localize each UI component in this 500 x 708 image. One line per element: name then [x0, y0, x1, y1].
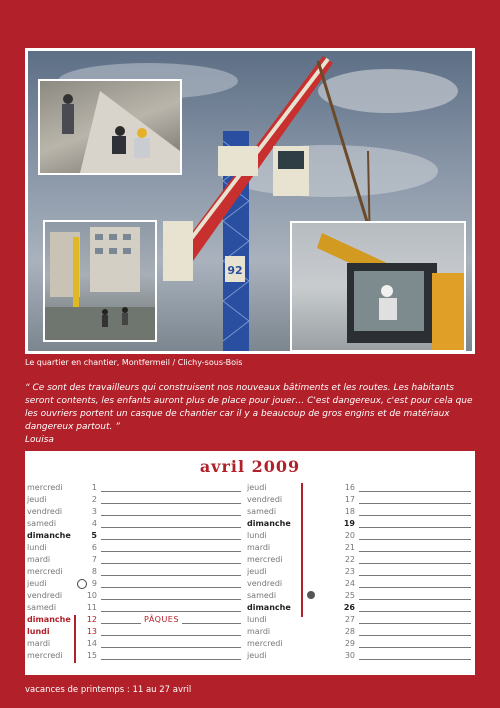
day-number: 2: [91, 495, 97, 504]
writing-line: [359, 599, 471, 600]
calendar-row: [247, 566, 473, 577]
calendar-row: [27, 482, 242, 493]
calendar-row: [27, 566, 242, 577]
calendar-row: [247, 554, 473, 565]
weekday-label: mercredi: [247, 555, 283, 564]
writing-line: [359, 635, 471, 636]
day-number: 14: [86, 639, 97, 648]
weekday-label: dimanche: [247, 519, 291, 528]
calendar-row: [247, 494, 473, 505]
quote-author: Louisa: [25, 435, 54, 445]
day-number: 3: [91, 507, 97, 516]
writing-line: [101, 659, 241, 660]
weekday-label: lundi: [247, 615, 267, 624]
day-number: 4: [91, 519, 97, 528]
calendar-row: [27, 542, 242, 553]
day-number: 7: [91, 555, 97, 564]
quote-text: “ Ce sont des travailleurs qui construisent nos nouveaux bâtiments et les routes. Les habitants seront contents, les enfants auront plus de place pour jouer… C'est dangereux, c'est pour cela que les ouvriers portent un casque de chantier car il y a beaucoup de gros engins et de matériaux dangereux partout. ”: [25, 383, 473, 432]
writing-line: [101, 587, 241, 588]
weekday-label: mercredi: [27, 567, 63, 576]
day-number: 20: [344, 531, 355, 540]
weekday-label: mardi: [27, 639, 51, 648]
calendar: [25, 451, 475, 675]
construction-crane-photo: [28, 51, 472, 351]
weekday-label: mardi: [247, 543, 271, 552]
calendar-row: [27, 650, 242, 661]
holiday-note: vacances de printemps : 11 au 27 avril: [25, 685, 192, 695]
day-number: 26: [343, 603, 355, 612]
day-number: 18: [344, 507, 355, 516]
weekday-label: mercredi: [247, 639, 283, 648]
calendar-row: [247, 602, 473, 613]
writing-line: [101, 635, 241, 636]
writing-line: [359, 515, 471, 516]
day-number: 21: [344, 543, 355, 552]
writing-line: [359, 563, 471, 564]
writing-line: [101, 539, 241, 540]
writing-line: [101, 503, 241, 504]
writing-line: [101, 491, 241, 492]
writing-line: [101, 527, 241, 528]
inset-photo-workers: [38, 79, 182, 175]
writing-line: [101, 515, 241, 516]
day-number: 9: [91, 579, 97, 588]
writing-line: [359, 587, 471, 588]
day-number: 6: [91, 543, 97, 552]
weekday-label: samedi: [27, 603, 57, 612]
weekday-label: vendredi: [27, 507, 63, 516]
weekday-label: dimanche: [27, 615, 71, 624]
day-number: 27: [344, 615, 355, 624]
weekday-label: mercredi: [27, 483, 63, 492]
day-number: 17: [344, 495, 355, 504]
calendar-row: [27, 626, 242, 637]
writing-line: [101, 647, 241, 648]
writing-line: [101, 599, 241, 600]
weekday-label: jeudi: [247, 567, 267, 576]
weekday-label: dimanche: [27, 531, 71, 540]
day-number: 30: [344, 651, 355, 660]
full-moon-icon: [77, 579, 87, 589]
weekday-label: samedi: [27, 519, 57, 528]
inset-photo-street: [43, 220, 157, 342]
calendar-row: [27, 602, 242, 613]
photo-collage: [25, 48, 475, 354]
holiday-label: PÂQUES: [141, 614, 182, 625]
weekday-label: jeudi: [247, 651, 267, 660]
calendar-row: [247, 638, 473, 649]
calendar-row: [27, 638, 242, 649]
day-number: 8: [91, 567, 97, 576]
writing-line: [359, 575, 471, 576]
calendar-row: [247, 518, 473, 529]
crane-number: 92: [227, 264, 243, 277]
day-number: 28: [344, 627, 355, 636]
writing-line: [359, 491, 471, 492]
calendar-row: [247, 650, 473, 661]
calendar-row: [247, 590, 473, 601]
calendar-row: [27, 506, 242, 517]
writing-line: [359, 503, 471, 504]
weekday-label: lundi: [27, 627, 50, 636]
calendar-row: [247, 578, 473, 589]
day-number: 19: [343, 519, 355, 528]
weekday-label: vendredi: [247, 495, 283, 504]
writing-line: [359, 623, 471, 624]
calendar-row: [247, 506, 473, 517]
calendar-row: [247, 614, 473, 625]
writing-line: [359, 527, 471, 528]
weekday-label: samedi: [247, 591, 277, 600]
calendar-row: [247, 530, 473, 541]
calendar-row: [27, 530, 242, 541]
weekday-label: lundi: [27, 543, 47, 552]
writing-line: [359, 539, 471, 540]
day-number: 10: [86, 591, 97, 600]
weekday-label: mardi: [27, 555, 51, 564]
calendar-row: [27, 590, 242, 601]
writing-line: [359, 611, 471, 612]
calendar-row: [27, 494, 242, 505]
calendar-row: [27, 578, 242, 589]
weekday-label: lundi: [247, 531, 267, 540]
writing-line: [359, 647, 471, 648]
weekday-label: mardi: [247, 627, 271, 636]
weekday-label: jeudi: [247, 483, 267, 492]
writing-line: [101, 551, 241, 552]
day-number: 13: [86, 627, 97, 636]
weekday-label: jeudi: [27, 495, 47, 504]
photo-caption: Le quartier en chantier, Montfermeil / Clichy-sous-Bois: [25, 358, 243, 367]
new-moon-icon: [307, 591, 315, 599]
weekday-label: vendredi: [27, 591, 63, 600]
weekday-label: mercredi: [27, 651, 63, 660]
child-quote: [25, 382, 475, 447]
weekday-label: jeudi: [27, 579, 47, 588]
day-number: 5: [91, 531, 97, 540]
calendar-row: [247, 482, 473, 493]
day-number: 24: [344, 579, 355, 588]
calendar-row: [27, 554, 242, 565]
calendar-row: [27, 518, 242, 529]
day-number: 16: [344, 483, 355, 492]
writing-line: [359, 551, 471, 552]
writing-line: [101, 563, 241, 564]
weekday-label: vendredi: [247, 579, 283, 588]
calendar-row: [247, 542, 473, 553]
writing-line: [359, 659, 471, 660]
day-number: 23: [344, 567, 355, 576]
inset-photo-excavator: [290, 221, 466, 351]
day-number: 11: [86, 603, 97, 612]
day-number: 15: [86, 651, 97, 660]
day-number: 12: [86, 615, 97, 624]
day-number: 1: [91, 483, 97, 492]
writing-line: [101, 611, 241, 612]
weekday-label: samedi: [247, 507, 277, 516]
writing-line: [101, 575, 241, 576]
day-number: 22: [344, 555, 355, 564]
calendar-row: [247, 626, 473, 637]
day-number: 29: [344, 639, 355, 648]
month-title: avril 2009: [199, 457, 301, 476]
day-number: 25: [344, 591, 355, 600]
weekday-label: dimanche: [247, 603, 291, 612]
calendar-row: [27, 614, 242, 625]
